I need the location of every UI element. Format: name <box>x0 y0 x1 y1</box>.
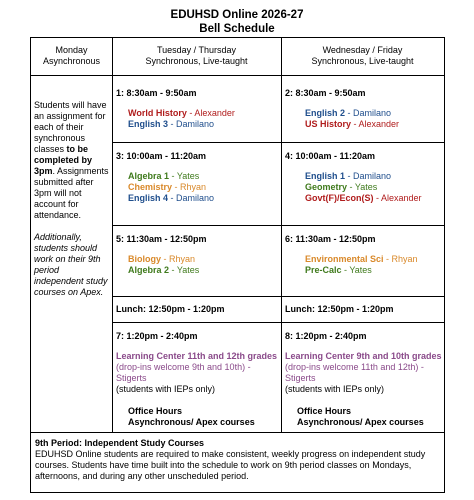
page-title <box>0 8 474 36</box>
office-hours-title: Office Hours <box>297 406 352 416</box>
class-name: Biology <box>128 254 161 264</box>
class-row: Algebra 2 - Yates <box>128 265 200 275</box>
teacher-name: Alexander <box>358 119 400 129</box>
teacher-name: Alexander <box>381 193 422 203</box>
learning-center-title: Learning Center 11th and 12th grades <box>116 351 278 361</box>
monday-note <box>34 100 110 298</box>
column-divider <box>281 38 282 432</box>
office-hours <box>285 406 442 428</box>
teacher-name: Damilano <box>176 119 215 129</box>
class-name: Algebra 1 <box>128 171 170 181</box>
header-tue-thu <box>112 45 281 67</box>
teacher-name: Yates <box>349 265 372 275</box>
class-name: Environmental Sci <box>305 254 384 264</box>
period-3-block <box>116 151 278 204</box>
title-line-1: EDUHSD Online 2026-27 <box>170 9 304 21</box>
period-5-block <box>116 234 278 276</box>
class-name: English 2 <box>305 108 346 118</box>
class-row: Govt(F)/Econ(S) - Alexander <box>305 193 422 203</box>
teacher-name: Rhyan <box>391 254 418 264</box>
teacher-name: Damilano <box>176 193 215 203</box>
period-time: 7: 1:20pm - 2:40pm <box>116 331 198 341</box>
class-row: Environmental Sci - Rhyan <box>305 254 418 264</box>
class-name: World History <box>128 108 187 118</box>
class-row: English 2 - Damilano <box>305 108 392 118</box>
teacher-name: Damilano <box>353 108 392 118</box>
class-row: English 3 - Damilano <box>128 119 215 129</box>
class-name: English 1 <box>305 171 346 181</box>
class-name: Pre-Calc <box>305 265 342 275</box>
period-7-block <box>116 331 278 428</box>
teacher-name: Yates <box>176 171 200 181</box>
teacher-name: Yates <box>354 182 378 192</box>
class-list <box>116 108 278 130</box>
header-monday <box>31 45 112 67</box>
row-divider <box>112 225 444 226</box>
class-list <box>285 171 442 204</box>
class-row: English 1 - Damilano <box>305 171 392 181</box>
period-time: 8: 1:20pm - 2:40pm <box>285 331 367 341</box>
header-mode: Synchronous, Live-taught <box>311 56 414 66</box>
bell-schedule-table <box>30 37 445 493</box>
iep-note: (students with IEPs only) <box>116 384 216 394</box>
row-divider <box>112 142 444 143</box>
teacher-name: Rhyan <box>169 254 196 264</box>
class-row: Geometry - Yates <box>305 182 378 192</box>
note-text: . Assignments submitted after 3pm will not account for attendance. <box>34 166 109 220</box>
iep-note: (students with IEPs only) <box>285 384 385 394</box>
header-mode: Synchronous, Live-taught <box>145 56 248 66</box>
row-divider <box>31 75 444 76</box>
office-hours-note: Asynchronous/ Apex courses <box>297 417 424 427</box>
class-list <box>116 254 278 276</box>
period-time: 1: 8:30am - 9:50am <box>116 88 197 98</box>
period-time: 6: 11:30am - 12:50pm <box>285 234 376 244</box>
class-list <box>285 108 442 130</box>
office-hours-note: Asynchronous/ Apex courses <box>128 417 255 427</box>
header-wed-fri <box>281 45 444 67</box>
header-day: Tuesday / Thursday <box>156 45 237 55</box>
class-list <box>116 171 278 204</box>
row-divider <box>31 432 444 433</box>
teacher-name: Damilano <box>353 171 392 181</box>
period-4-block <box>285 151 442 204</box>
column-divider <box>112 38 113 432</box>
learning-center-note: (drop-ins welcome 9th and 10th) - Stigerts <box>116 362 251 383</box>
class-row: Chemistry - Rhyan <box>128 182 207 192</box>
lunch-wed-fri: Lunch: 12:50pm - 1:20pm <box>285 304 394 314</box>
note-text: Students will have an assignment for each of their synchronous classes <box>34 100 107 154</box>
class-row: English 4 - Damilano <box>128 193 215 203</box>
period-8-block <box>285 331 442 428</box>
lunch-tue-thu: Lunch: 12:50pm - 1:20pm <box>116 304 225 314</box>
learning-center-note: (drop-ins welcome 11th and 12th) - Stigerts <box>285 362 424 383</box>
class-name: Algebra 2 <box>128 265 170 275</box>
learning-center-title: Learning Center 9th and 10th grades <box>285 351 442 361</box>
title-line-2: Bell Schedule <box>199 23 275 35</box>
class-row: Algebra 1 - Yates <box>128 171 200 181</box>
teacher-name: Rhyan <box>180 182 207 192</box>
class-name: Geometry <box>305 182 348 192</box>
office-hours <box>116 406 278 428</box>
class-row: World History - Alexander <box>128 108 235 118</box>
teacher-name: Alexander <box>194 108 235 118</box>
monday-paragraph-1 <box>34 100 110 221</box>
header-day: Wednesday / Friday <box>322 45 403 55</box>
class-row: US History - Alexander <box>305 119 400 129</box>
learning-center <box>285 351 442 384</box>
monday-paragraph-2: Additionally, students should work on their 9th period independent study courses on Apex. <box>34 232 108 297</box>
class-name: English 4 <box>128 193 169 203</box>
row-divider <box>112 322 444 323</box>
office-hours-title: Office Hours <box>128 406 183 416</box>
class-name: English 3 <box>128 119 169 129</box>
row-divider <box>112 296 444 297</box>
ninth-period-heading: 9th Period: Independent Study Courses <box>35 438 205 448</box>
class-row: Biology - Rhyan <box>128 254 196 264</box>
period-6-block <box>285 234 442 276</box>
period-time: 4: 10:00am - 11:20am <box>285 151 376 161</box>
header-day: Monday <box>55 45 88 55</box>
ninth-period-section <box>35 438 440 482</box>
class-name: Govt(F)/Econ(S) <box>305 193 374 203</box>
header-mode: Asynchronous <box>42 56 101 66</box>
class-list <box>285 254 442 276</box>
class-name: Chemistry <box>128 182 173 192</box>
class-name: US History <box>305 119 352 129</box>
ninth-period-body: EDUHSD Online students are required to make consistent, weekly progress on independent study courses. Students have time built into the schedule to work on 9th period classes on Mondays, afternoons, and during any other unscheduled period. <box>35 449 426 481</box>
period-2-block <box>285 88 442 130</box>
period-1-block <box>116 88 278 130</box>
class-row: Pre-Calc - Yates <box>305 265 372 275</box>
teacher-name: Yates <box>176 265 200 275</box>
note-deadline: to be completed by 3pm <box>34 144 93 176</box>
period-time: 5: 11:30am - 12:50pm <box>116 234 207 244</box>
period-time: 2: 8:30am - 9:50am <box>285 88 366 98</box>
learning-center <box>116 351 278 384</box>
period-time: 3: 10:00am - 11:20am <box>116 151 207 161</box>
